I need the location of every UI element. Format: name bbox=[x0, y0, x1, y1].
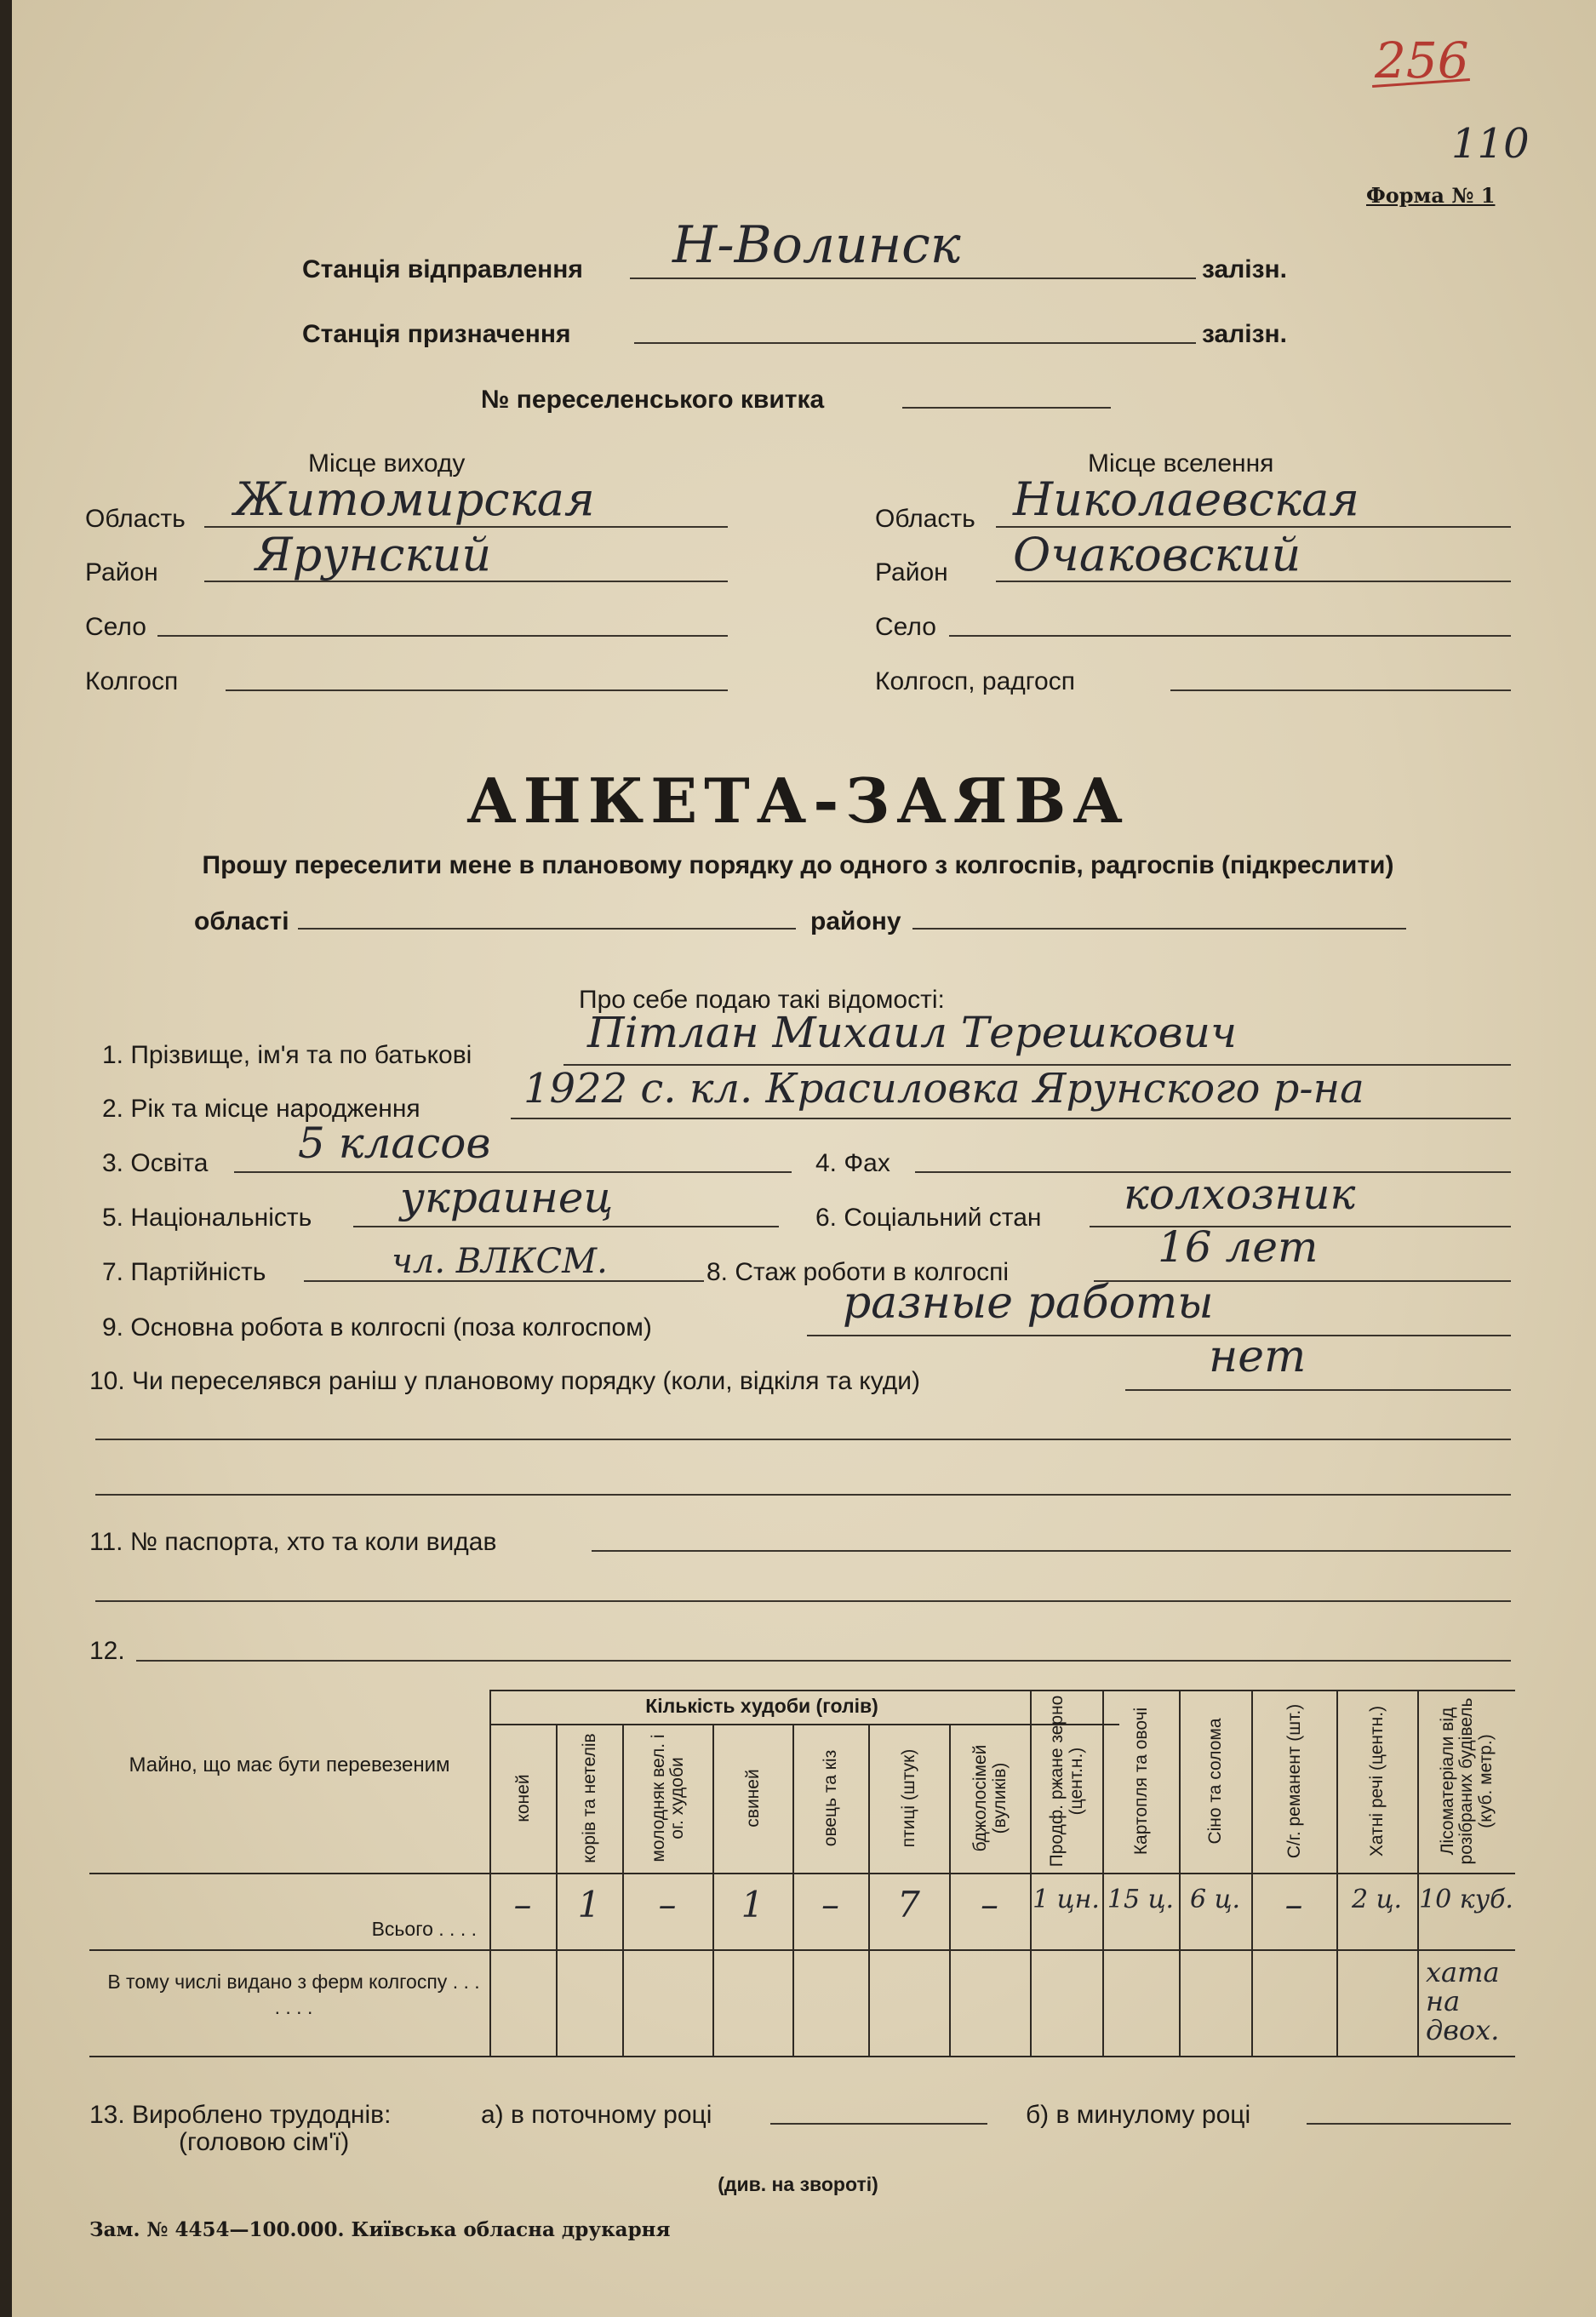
f4-label: 4. Фах bbox=[815, 1149, 890, 1177]
property-header: Майно, що має бути перевезеним bbox=[129, 1753, 450, 1776]
f2-line bbox=[511, 1118, 1511, 1119]
total-value-13: 10 куб. bbox=[1419, 1885, 1513, 1914]
oblast-label: області bbox=[194, 907, 289, 935]
origin-district-label: Район bbox=[85, 558, 158, 586]
f11-extra-line bbox=[95, 1600, 1511, 1602]
destination-suffix: залізн. bbox=[1202, 320, 1287, 348]
f9-label: 9. Основна робота в колгоспі (поза колгоспом) bbox=[102, 1313, 652, 1342]
f12-label: 12. bbox=[89, 1637, 125, 1665]
see-reverse: (див. на звороті) bbox=[718, 2173, 878, 2195]
total-value-10: 6 ц. bbox=[1189, 1885, 1241, 1914]
origin-region-value: Житомирская bbox=[234, 472, 595, 526]
f6-label: 6. Соціальний стан bbox=[815, 1204, 1042, 1232]
dest-village-label: Село bbox=[875, 613, 936, 641]
f8-label: 8. Стаж роботи в колгоспі bbox=[706, 1258, 1010, 1286]
f10-extra-line-2 bbox=[95, 1494, 1511, 1496]
f2-value: 1922 с. кл. Красиловка Ярунского р-на bbox=[523, 1065, 1364, 1113]
total-value-2: 1 bbox=[577, 1884, 601, 1925]
f9-value: разные работы bbox=[843, 1278, 1214, 1329]
row-total-label: Всього . . . . bbox=[371, 1918, 477, 1940]
departure-suffix: залізн. bbox=[1202, 255, 1287, 283]
f10-value: нет bbox=[1209, 1331, 1307, 1382]
total-value-3: – bbox=[658, 1884, 677, 1925]
dest-village-line bbox=[949, 635, 1511, 637]
f10-line bbox=[1125, 1389, 1511, 1391]
col-header-6: птиці (штук) bbox=[899, 1748, 919, 1848]
workdays-b-label: б) в минулому році bbox=[1026, 2101, 1251, 2129]
origin-farm-line bbox=[226, 689, 728, 691]
origin-title: Місце виходу bbox=[308, 449, 466, 478]
f5-line bbox=[353, 1226, 779, 1227]
col-header-3: молодняк вел. і ог. худоби bbox=[648, 1734, 687, 1862]
ticket-line bbox=[902, 407, 1111, 409]
rayon-line bbox=[912, 928, 1406, 930]
workdays-label: 13. Вироблено трудоднів: bbox=[89, 2101, 392, 2129]
origin-village-label: Село bbox=[85, 613, 146, 641]
page-edge-shadow bbox=[0, 0, 12, 2317]
archive-number-struck: 256 bbox=[1375, 31, 1469, 89]
f5-label: 5. Національність bbox=[102, 1204, 312, 1232]
total-value-5: – bbox=[821, 1884, 839, 1925]
total-value-8: 1 цн. bbox=[1033, 1885, 1100, 1914]
f7-value: чл. ВЛКСМ. bbox=[392, 1242, 608, 1281]
departure-label: Станція відправлення bbox=[302, 255, 583, 283]
destination-line bbox=[634, 342, 1196, 344]
f9-line bbox=[807, 1335, 1511, 1336]
workdays-sublabel: (головою сім'ї) bbox=[179, 2128, 350, 2156]
intro-text: Про себе подаю такі відомості: bbox=[579, 986, 945, 1014]
ticket-label: № переселенського квитка bbox=[481, 386, 825, 414]
f1-label: 1. Прізвище, ім'я та по батькові bbox=[102, 1041, 472, 1069]
origin-region-label: Область bbox=[85, 505, 186, 533]
dest-region-label: Область bbox=[875, 505, 975, 533]
rayon-label: району bbox=[810, 907, 901, 935]
archive-number-current: 110 bbox=[1451, 120, 1530, 168]
total-value-7: – bbox=[981, 1884, 998, 1925]
total-value-6: 7 bbox=[897, 1884, 920, 1925]
col-header-5: овець та кіз bbox=[821, 1749, 841, 1847]
form-number: Форма № 1 bbox=[1366, 183, 1496, 208]
f7-label: 7. Партійність bbox=[102, 1258, 266, 1286]
col-header-11: С/г. реманент (шт.) bbox=[1284, 1703, 1304, 1859]
f5-value: украинец bbox=[400, 1173, 614, 1222]
total-value-11: – bbox=[1284, 1884, 1303, 1925]
form-title: АНКЕТА-ЗАЯВА bbox=[466, 764, 1130, 837]
row-farm-note: хата на двох. bbox=[1426, 1956, 1500, 2046]
f3-label: 3. Освіта bbox=[102, 1149, 209, 1177]
request-text: Прошу переселити мене в плановому порядку до одного з колгоспів, радгоспів (підкреслити) bbox=[202, 851, 1394, 879]
livestock-header: Кількість худоби (голів) bbox=[645, 1695, 878, 1717]
col-header-4: свиней bbox=[742, 1769, 763, 1828]
departure-line bbox=[630, 277, 1196, 279]
f1-value: Пітлан Михаил Терешкович bbox=[587, 1008, 1238, 1057]
f3-value: 5 класов bbox=[298, 1118, 491, 1168]
row-farm-label: В тому числі видано з ферм колгоспу . . . . . . . bbox=[107, 1971, 480, 2018]
col-header-8: Продф. ржане зерно (цент.н.) bbox=[1047, 1695, 1086, 1868]
dest-farm-line bbox=[1170, 689, 1511, 691]
dest-farm-label: Колгосп, радгосп bbox=[875, 667, 1075, 695]
total-value-9: 15 ц. bbox=[1107, 1885, 1175, 1914]
property-table bbox=[89, 1690, 1515, 2056]
dest-district-value: Очаковский bbox=[1013, 528, 1301, 581]
destination-label: Станція призначення bbox=[302, 320, 571, 348]
f6-value: колхозник bbox=[1124, 1170, 1356, 1219]
origin-village-line bbox=[157, 635, 728, 637]
col-header-7: бджолосімей (вуликів) bbox=[970, 1744, 1010, 1852]
f8-value: 16 лет bbox=[1158, 1222, 1319, 1272]
origin-district-value: Ярунский bbox=[255, 528, 492, 581]
f11-label: 11. № паспорта, хто та коли видав bbox=[89, 1528, 497, 1556]
total-value-12: 2 ц. bbox=[1351, 1885, 1403, 1914]
printer-info: Зам. № 4454—100.000. Київська обласна друкарня bbox=[89, 2218, 671, 2241]
f10-extra-line-1 bbox=[95, 1439, 1511, 1440]
f10-label: 10. Чи переселявся раніш у плановому порядку (коли, відкіля та куди) bbox=[89, 1367, 921, 1395]
col-header-2: корів та нетелів bbox=[579, 1733, 599, 1863]
departure-value: Н-Волинск bbox=[672, 215, 961, 275]
workdays-a-label: а) в поточному році bbox=[481, 2101, 712, 2129]
col-header-9: Картопля та овочі bbox=[1130, 1707, 1151, 1856]
workdays-b-line bbox=[1307, 2123, 1511, 2125]
total-value-1: – bbox=[513, 1884, 532, 1925]
col-header-1: коней bbox=[512, 1774, 533, 1822]
col-header-12: Хатні речі (центн.) bbox=[1367, 1705, 1387, 1857]
f12-line bbox=[136, 1660, 1511, 1662]
total-value-4: 1 bbox=[741, 1884, 764, 1925]
origin-farm-label: Колгосп bbox=[85, 667, 179, 695]
col-header-10: Сіно та солома bbox=[1205, 1718, 1226, 1845]
dest-region-value: Николаевская bbox=[1013, 472, 1360, 526]
dest-title: Місце вселення bbox=[1088, 449, 1274, 478]
workdays-a-line bbox=[770, 2123, 987, 2125]
dest-district-label: Район bbox=[875, 558, 948, 586]
oblast-line bbox=[298, 928, 796, 930]
f11-line bbox=[592, 1550, 1511, 1552]
f2-label: 2. Рік та місце народження bbox=[102, 1095, 420, 1123]
col-header-13: Лісоматеріали від розібраних будівель (куб. метр.) bbox=[1438, 1697, 1496, 1865]
